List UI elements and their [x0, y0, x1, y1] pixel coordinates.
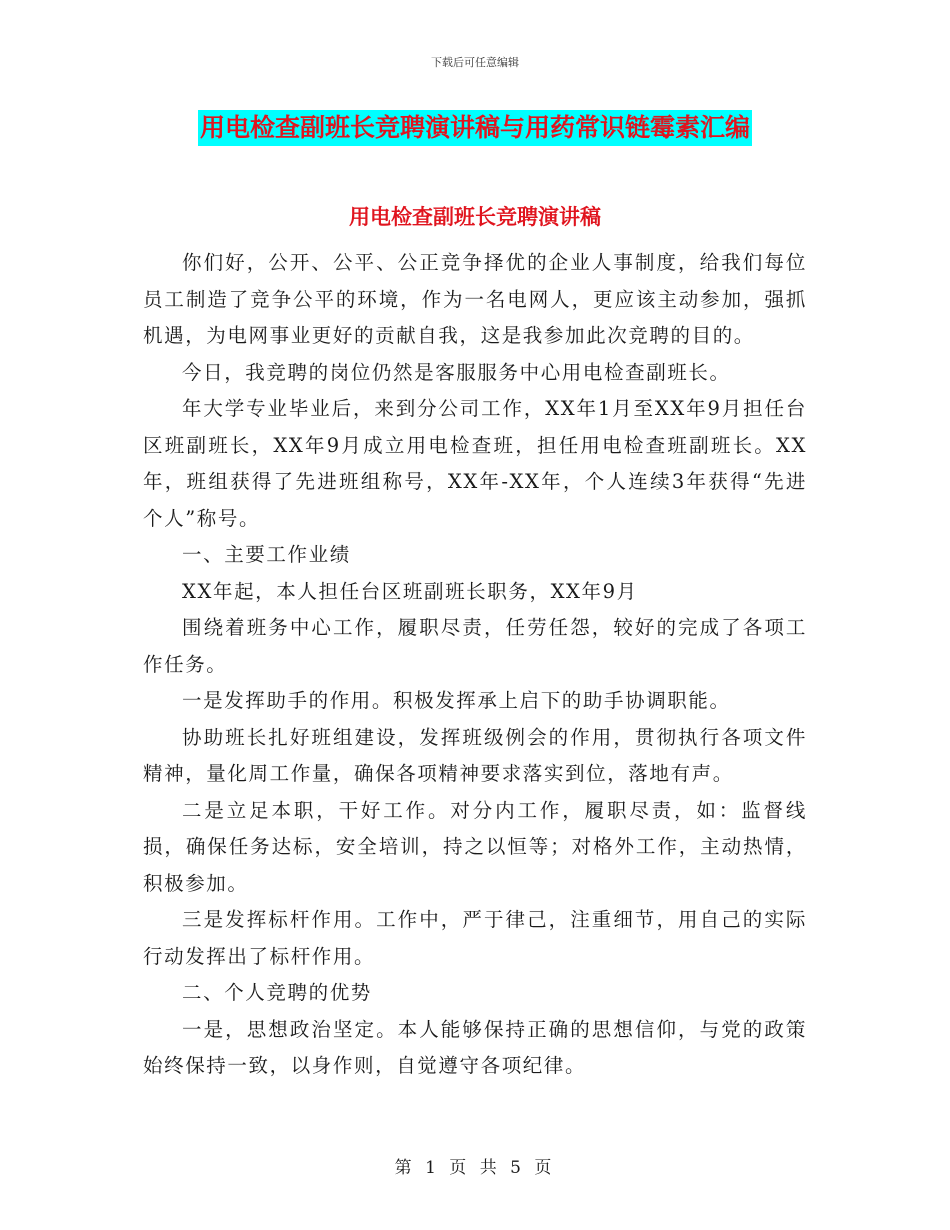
main-title-container — [0, 110, 950, 146]
paragraph: 三是发挥标杆作用。工作中，严于律己，注重细节，用自己的实际行动发挥出了标杆作用。 — [143, 908, 807, 968]
paragraph: 协助班长扎好班组建设，发挥班级例会的作用，贯彻执行各项文件精神，量化周工作量，确保各项精神要求落实到位，落地有声。 — [143, 725, 807, 785]
main-title: 用电检查副班长竞聘演讲稿与用药常识链霉素汇编 — [198, 110, 752, 146]
paragraph: 今日，我竞聘的岗位仍然是客服服务中心用电检查副班长。 — [182, 360, 731, 384]
paragraph: 你们好，公开、公平、公正竞争择优的企业人事制度，给我们每位员工制造了竞争公平的环境，作为一名电网人，更应该主动参加，强抓机遇，为电网事业更好的贡献自我，这是我参加此次竞聘的目的。 — [143, 251, 807, 347]
paragraph: 二是立足本职，干好工作。对分内工作，履职尽责，如：监督线损，确保任务达标，安全培训，持之以恒等；对格外工作，主动热情，积极参加。 — [143, 798, 807, 895]
paragraph: 围绕着班务中心工作，履职尽责，任劳任怨，较好的完成了各项工作任务。 — [143, 616, 807, 676]
section-heading: 二、个人竞聘的优势 — [182, 981, 372, 1004]
paragraph: 一是发挥助手的作用。积极发挥承上启下的助手协调职能。 — [182, 689, 731, 712]
paragraph: 年大学专业毕业后，来到分公司工作，XX年1月至XX年9月担任台区班副班长，XX年9月成立用电检查班，担任用电检查班副班长。XX年，班组获得了先进班组称号，XX年-XX年，个人连续3年获得“先进个人”称号。 — [143, 397, 807, 530]
document-body — [143, 245, 807, 1085]
header-note: 下载后可任意编辑 — [431, 56, 519, 69]
section-heading: 一、主要工作业绩 — [182, 543, 351, 566]
paragraph: 一是，思想政治坚定。本人能够保持正确的思想信仰，与党的政策始终保持一致，以身作则，自觉遵守各项纪律。 — [143, 1017, 807, 1077]
paragraph: XX年起，本人担任台区班副班长职务，XX年9月 — [182, 579, 638, 603]
sub-title: 用电检查副班长竞聘演讲稿 — [349, 205, 601, 229]
page-footer: 第 1 页 共 5 页 — [394, 1158, 556, 1178]
